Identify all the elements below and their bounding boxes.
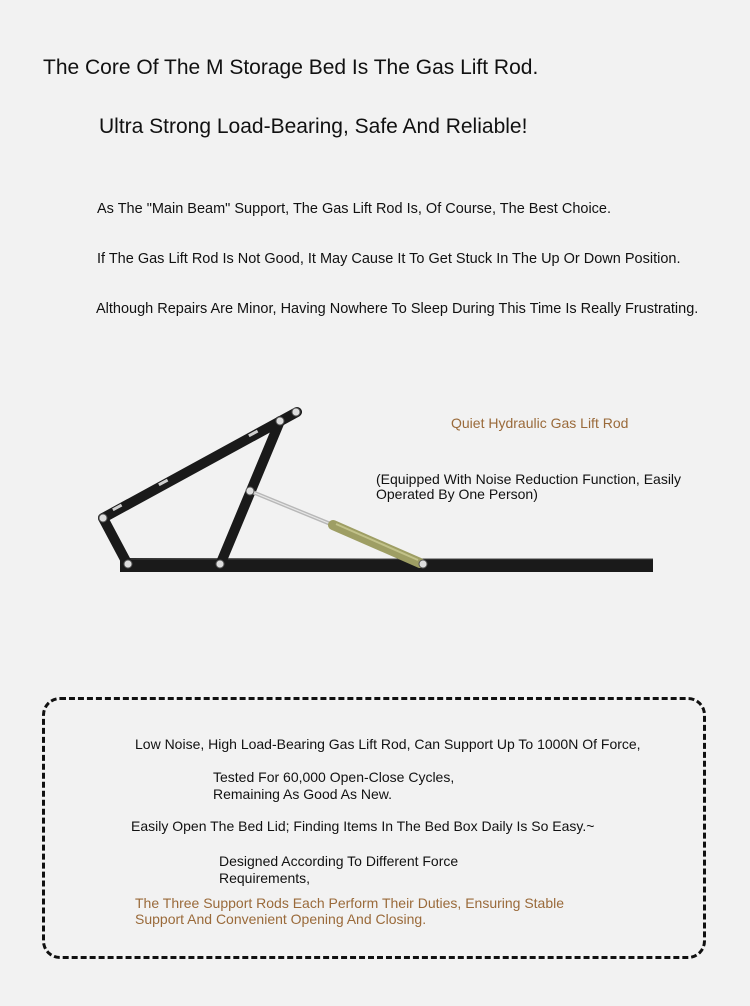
lid-arm — [103, 412, 297, 518]
feature-cycles-line-2: Remaining As Good As New. — [213, 786, 392, 802]
feature-load-bearing: Low Noise, High Load-Bearing Gas Lift Rod, Can Support Up To 1000N Of Force, — [135, 736, 641, 752]
main-title: The Core Of The M Storage Bed Is The Gas Lift Rod. — [43, 56, 539, 79]
gas-lift-label: Quiet Hydraulic Gas Lift Rod — [451, 415, 629, 431]
feature-three-rods-line-2: Support And Convenient Opening And Closing. — [135, 911, 427, 927]
feature-three-rods-line-1: The Three Support Rods Each Perform Their Duties, Ensuring Stable — [135, 895, 565, 911]
gas-lift-note-line-1: (Equipped With Noise Reduction Function, Easily — [376, 471, 682, 487]
intro-line-1: As The "Main Beam" Support, The Gas Lift Rod Is, Of Course, The Best Choice. — [97, 201, 612, 217]
feature-force-line-1: Designed According To Different Force — [219, 853, 459, 869]
intro-line-3: Although Repairs Are Minor, Having Nowhere To Sleep During This Time Is Really Frustrating. — [96, 301, 699, 317]
subtitle: Ultra Strong Load-Bearing, Safe And Reliable! — [99, 115, 528, 138]
feature-cycles-line-1: Tested For 60,000 Open-Close Cycles, — [213, 769, 455, 785]
gas-lift-note-line-2: Operated By One Person) — [376, 486, 538, 502]
front-link — [103, 518, 128, 565]
base-rail — [120, 558, 653, 572]
feature-force-line-2: Requirements, — [219, 870, 311, 886]
intro-line-2: If The Gas Lift Rod Is Not Good, It May Cause It To Get Stuck In The Up Or Down Position. — [97, 251, 681, 267]
feature-easy-open: Easily Open The Bed Lid; Finding Items In The Bed Box Daily Is So Easy.~ — [131, 818, 595, 834]
